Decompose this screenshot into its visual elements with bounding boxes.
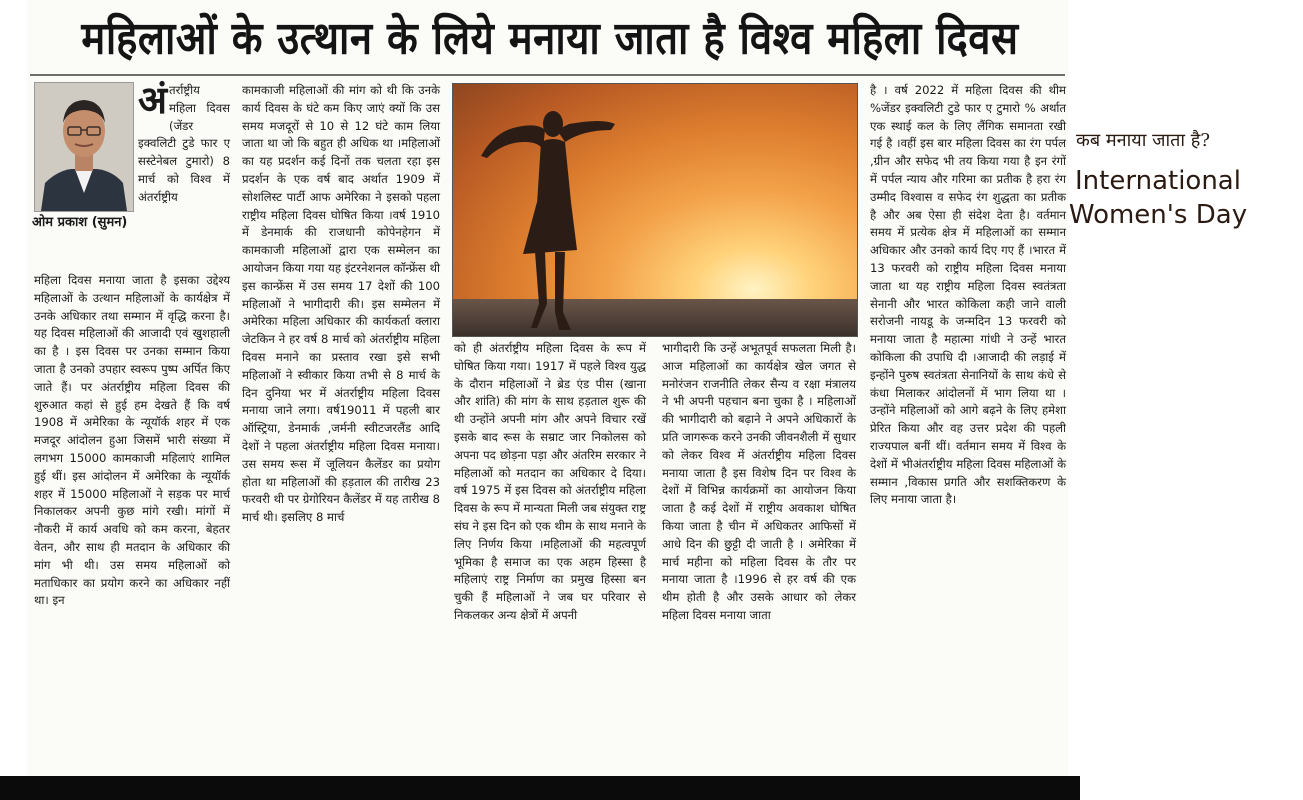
intro-paragraph [138,78,230,268]
article-column-5 [870,82,1066,772]
column-4-text: भागीदारी कि उन्हें अभूतपूर्व सफलता मिली है। आज महिलाओं का कार्यक्षेत्र खेल जगत से मनोरंजन राजनीति लेकर सैन्य व रक्षा मंत्रालय ने भी अपनी पहचान बना चुका है । महिलाओं की भागीदारी को बढ़ाने ने अपने अधिकारों के प्रति जागरूक करने उनकी जीवनशैली में सुधार को लेकर विश्व में अंतर्राष्ट्रीय महिला दिवस मनाया जाता है इस विशेष दिन पर विश्व के देशों में विभिन्न कार्यक्रमों का आयोजन किया जाता है कई देशों में राष्ट्रीय अवकाश घोषित किया जाता है चीन में अधिकतर आफिसों में आधे दिन की छुट्टी दी जाती है । अमेरिका में मार्च महीना को महिला दिवस के तौर पर मनाया जाता है ।1996 से हर वर्ष की एक थीम होती है और उसके आधार को लेकर महिला दिवस मनाया जाता [662,341,856,622]
drop-cap: अं [138,78,168,122]
photo-caption-subtitle: कब मनाया जाता है? [1076,130,1210,151]
page-margin-right [1068,0,1080,776]
article-column-4 [662,340,856,772]
article-column-2 [242,82,440,772]
article-headline: महिलाओं के उत्थान के लिये मनाया जाता है विश्व महिला दिवस [81,13,1019,65]
column-5-text: है । वर्ष 2022 में महिला दिवस की थीम %जेंडर इक्वलिटी टुडे फार ए टुमारो % अर्थात एक स्थाई कल के लिए लैंगिक समानता रखी गई है ।वहीं इस बार महिला दिवस का रंग पर्पल ,ग्रीन और सफेद भी तय किया गया है इन रंगों में पर्पल न्याय और गरिमा का प्रतीक है हरा रंग उम्मीद विश्वास व सफेद रंग शुद्धता का प्रतीक है और अब ऐसा ही संदेश देता है। वर्तमान समय में प्रत्येक क्षेत्र में महिलाओं का सम्मान अधिकार और उनको कार्य दिए गए हैं ।भारत में 13 फरवरी को राष्ट्रीय महिला दिवस मनाया जाता था यह राष्ट्रीय महिला दिवस स्वतंत्रता सेनानी और भारत कोकिला कही जाने वाली सरोजनी नायडू के जन्मदिन 13 फरवरी को मनाया जाता है महात्मा गांधी ने उन्हें भारत कोकिला की उपाधि दी ।आजादी की लड़ाई में इन्होंने पुरुष स्वतंत्रता सेनानियों के साथ कंधे से कंधा मिलाकर आंदोलनों में भाग लिया था । उन्होंने महिलाओं को आगे बढ़ने के लिए हमेशा प्रेरित किया और वह उत्तर प्रदेश की पहली राज्यपाल बनीं थीं। वर्तमान समय में विश्व के देशों में भीअंतर्राष्ट्रीय महिला दिवस महिलाओं के सम्मान ,विकास प्रगति और सशक्तिकरण के लिए मनाया जाता है। [870,83,1066,507]
woman-silhouette [453,84,857,336]
author-byline: ओम प्रकाश (सुमन) [32,215,128,230]
column-1-text: महिला दिवस मनाया जाता है इसका उद्देश्य महिलाओं के उत्थान महिलाओं के कार्यक्षेत्र में उनके अधिकार तथा सम्मान में वृद्धि करना है। यह दिवस महिलाओं की आजादी एवं खुशहाली का है । इस दिवस पर उनका सम्मान किया जाता है उनको उपहार स्वरूप पुष्प अर्पित किए जाते हैं। पर अंतर्राष्ट्रीय महिला दिवस की शुरुआत कहां से हुई हम देखते हैं कि वर्ष 1908 में अमेरिका के न्यूयॉर्क शहर में एक मजदूर आंदोलन हुआ जिसमें भारी संख्या में लगभग 15000 कामकाजी महिलाएं शामिल हुई थीं। इस आंदोलन में अमेरिका के न्यूयॉर्क शहर में 15000 महिलाओं ने सड़क पर मार्च निकालकर अपनी कुछ मांगे रखी। मांगों में नौकरी में कार्य अवधि को कम करना, बेहतर वेतन, और साथ ही मतदान के अधिकार की मांग भी थी। उस समय महिलाओं को मताधिकार का प्रयोग करने का अधिकार नहीं था। इन [34,273,230,608]
screen-bottom-bar [0,776,1080,800]
column-2-text: कामकाजी महिलाओं की मांग को थी कि उनके कार्य दिवस के घंटे कम किए जाएं क्यों कि उस समय मजदूरों से 10 से 12 घंटे काम लिया जाता था जो कि बहुत ही अधिक था ।महिलाओं का यह प्रदर्शन कई दिनों तक चलता रहा इस प्रदर्शन के एक वर्ष बाद अर्थात 1909 में सोशलिस्ट पार्टी आफ अमेरिका ने इसको पहला राष्ट्रीय महिला दिवस घोषित किया ।वर्ष 1910 में डेनमार्क की राजधानी कोपेनहेगन में कामकाजी महिलाओं द्वारा एक सम्मेलन का आयोजन किया गया यह इंटरनेशनल कॉन्फ्रेंस थी इस कान्फ्रेंस में उस समय 17 देशों की 100 महिलाओं ने भागीदारी की। इस सम्मेलन में अमेरिका महिला अधिकार की कार्यकर्ता क्लारा जेटकिन ने हर वर्ष 8 मार्च को अंतर्राष्ट्रीय महिला दिवस मनाने का प्रस्ताव रखा इसे सभी महिलाओं ने स्वीकार किया तभी से 8 मार्च के दिन दुनिया भर में अंतर्राष्ट्रीय महिला दिवस मनाया जाने लगा। वर्ष19011 में पहली बार ऑस्ट्रिया, डेनमार्क ,जर्मनी स्वीटजरलैंड आदि देशों ने पहला अंतर्राष्ट्रीय महिला दिवस मनाया। उस समय रूस में जूलियन कैलेंडर का प्रयोग होता था महिलाओं की हड़ताल की तारीख 23 फरवरी थी पर ग्रेगोरियन कैलेंडर में यह तारीख 8 मार्च थी। इसलिए 8 मार्च [242,83,440,525]
page-margin-left [0,0,27,776]
article-column-3 [454,340,646,772]
column-3-text: को ही अंतर्राष्ट्रीय महिला दिवस के रूप में घोषित किया गया। 1917 में पहले विश्व युद्ध के दौरान महिलाओं ने ब्रेड एंड पीस (खाना और शांति) की मांग के साथ हड़ताल शुरू की थी उन्होंने अपनी मांग और अपने विचार रखें इसके बाद रूस के सम्राट जार निकोलस को अपना पद छोड़ना पड़ा और अंतरिम सरकार ने महिलाओं को मतदान का अधिकार दे दिया। वर्ष 1975 में इस दिवस को अंतर्राष्ट्रीय महिला दिवस के रूप में मान्यता मिली जब संयुक्त राष्ट्र संघ ने इस दिन को एक थीम के साथ मनाने के लिए निर्णय किया ।महिलाओं की महत्वपूर्ण भूमिका है समाज का एक अहम हिस्सा है महिलाएं राष्ट्र निर्माण का प्रमुख हिस्सा बन चुकी हैं महिलाओं ने जब घर परिवार से निकलकर अन्य क्षेत्रों में अपनी [454,341,646,622]
photo-caption-title: International Women's Day [1068,166,1248,230]
headline-rule [30,74,1065,76]
article-column-1 [34,272,230,772]
author-photo [34,82,134,212]
intro-text: तर्राष्ट्रीय महिला दिवस (जेंडर इक्वलिटी टुडे फार ए सस्टेनेबल टुमारो) 8 मार्च को विश्व में अंतर्राष्ट्रीय [138,83,230,204]
author-portrait-graphic [35,83,133,211]
